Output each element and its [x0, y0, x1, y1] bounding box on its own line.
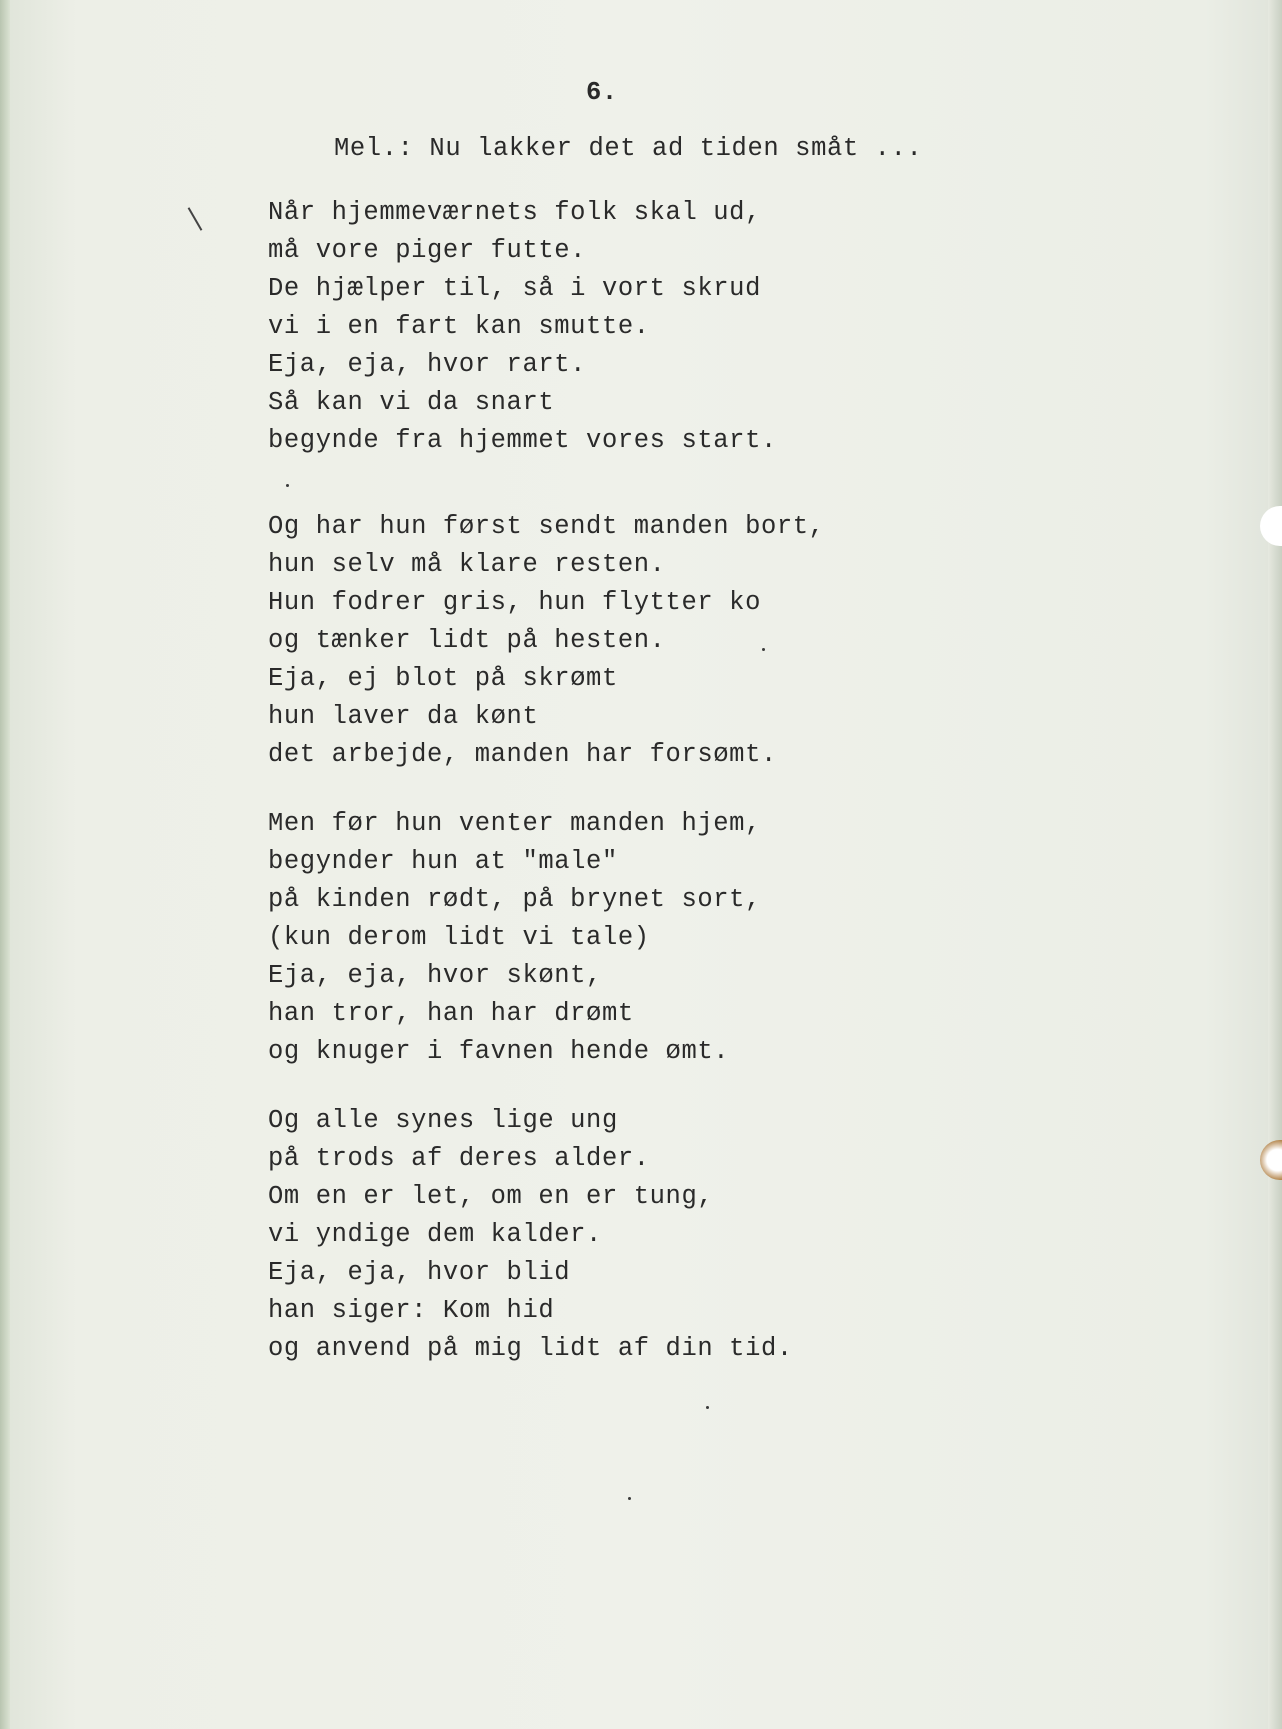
paper-tear	[1260, 1140, 1282, 1180]
ink-mark	[188, 207, 203, 231]
verse-line: på trods af deres alder.	[268, 1144, 650, 1173]
verse-line: Eja, eja, hvor skønt,	[268, 961, 602, 990]
verse-line: på kinden rødt, på brynet sort,	[268, 885, 761, 914]
verse-line: det arbejde, manden har forsømt.	[268, 740, 777, 769]
verse-line: og tænker lidt på hesten.	[268, 626, 666, 655]
verse-line: Og alle synes lige ung	[268, 1106, 618, 1135]
verse-line: og knuger i favnen hende ømt.	[268, 1037, 730, 1066]
page-number: 6.	[586, 78, 618, 107]
verse-line: og anvend på mig lidt af din tid.	[268, 1334, 793, 1363]
verse-line: han tror, han har drømt	[268, 999, 634, 1028]
verse-4	[268, 1102, 793, 1368]
verse-2	[268, 508, 825, 774]
melody-heading: Mel.: Nu lakker det ad tiden småt ...	[334, 134, 923, 163]
paper-tear	[1260, 506, 1282, 546]
ink-speck	[762, 648, 765, 651]
verse-line: Så kan vi da snart	[268, 388, 555, 417]
verse-line: begynder hun at "male"	[268, 847, 618, 876]
verse-line: hun laver da kønt	[268, 702, 539, 731]
verse-1	[268, 194, 777, 460]
verse-line: vi i en fart kan smutte.	[268, 312, 650, 341]
page-right-edge	[1268, 0, 1282, 1729]
verse-line: Og har hun først sendt manden bort,	[268, 512, 825, 541]
verse-3	[268, 805, 761, 1071]
verse-line: De hjælper til, så i vort skrud	[268, 274, 761, 303]
ink-speck	[628, 1497, 631, 1500]
verse-line: Eja, eja, hvor blid	[268, 1258, 571, 1287]
verse-line: Eja, eja, hvor rart.	[268, 350, 587, 379]
verse-line: vi yndige dem kalder.	[268, 1220, 602, 1249]
verse-line: (kun derom lidt vi tale)	[268, 923, 650, 952]
verse-line: må vore piger futte.	[268, 236, 587, 265]
verse-line: Om en er let, om en er tung,	[268, 1182, 714, 1211]
verse-line: hun selv må klare resten.	[268, 550, 666, 579]
verse-line: Når hjemmeværnets folk skal ud,	[268, 198, 761, 227]
verse-line: han siger: Kom hid	[268, 1296, 555, 1325]
verse-line: Eja, ej blot på skrømt	[268, 664, 618, 693]
page-left-edge	[0, 0, 10, 1729]
verse-line: Hun fodrer gris, hun flytter ko	[268, 588, 761, 617]
ink-speck	[286, 484, 289, 487]
verse-line: Men før hun venter manden hjem,	[268, 809, 761, 838]
ink-speck	[706, 1406, 709, 1409]
verse-line: begynde fra hjemmet vores start.	[268, 426, 777, 455]
